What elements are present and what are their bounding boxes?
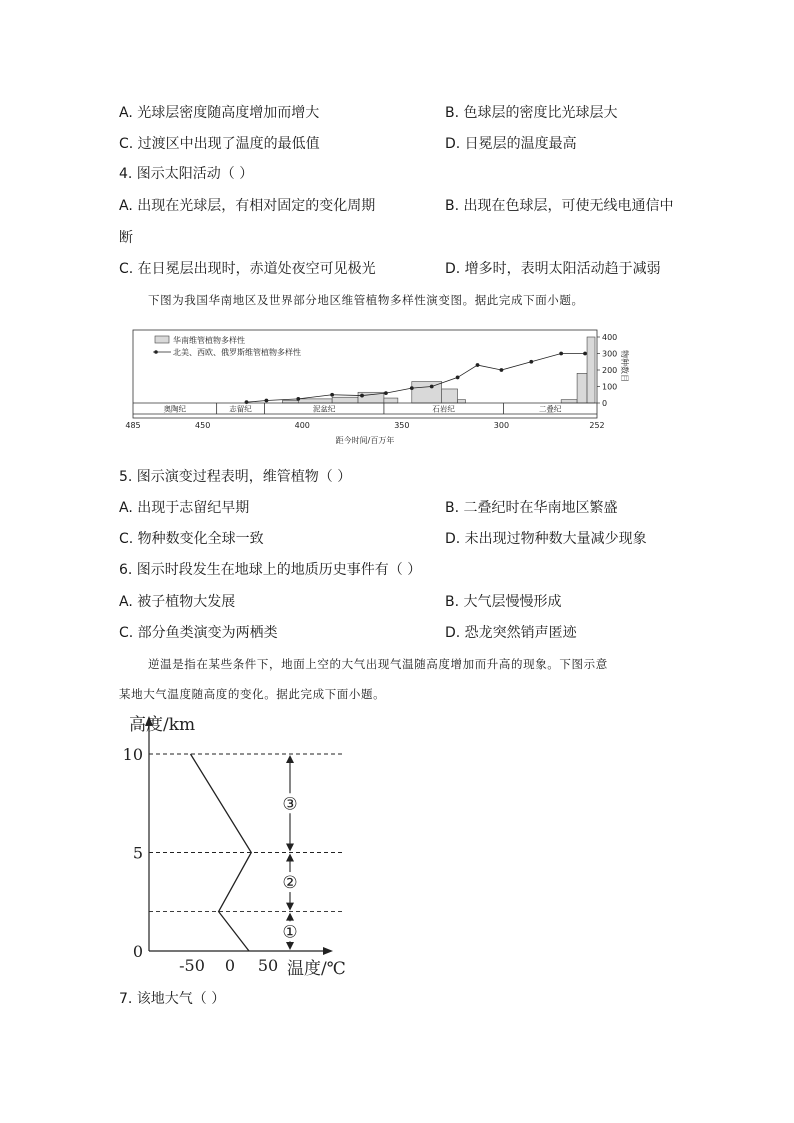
q7-stem: 7. 该地大气（ ） — [119, 991, 226, 1007]
chart1-y-tick-4: 0 — [602, 399, 608, 408]
chart2-y-tick-2: 10 — [122, 745, 143, 764]
world-diversity-point-12 — [559, 352, 563, 356]
legend-bar-swatch — [155, 336, 169, 343]
chart1-y-tick-1: 300 — [602, 349, 618, 359]
chart1-ylabel: 物种数目 — [620, 350, 629, 382]
chart2-x-tick-0: -50 — [179, 956, 205, 975]
chart2-x-tick-2: 50 — [257, 956, 279, 975]
q5-option-a: A. 出现于志留纪早期 — [119, 500, 250, 516]
chart2-y-tick-1: 5 — [132, 843, 143, 863]
q5-option-c: C. 物种数变化全球一致 — [119, 531, 264, 547]
diversity-bar-7 — [458, 400, 466, 403]
layer-label-2: ① — [282, 922, 298, 943]
chart1-y-tick-0: 400 — [602, 333, 618, 342]
diversity-bar-4 — [384, 398, 398, 403]
chart1-x-tick-4: 300 — [493, 421, 510, 430]
layer-arrow-head-top-0 — [286, 755, 294, 763]
q4-option-b: B. 出现在色球层，可使无线电通信中 — [445, 198, 674, 214]
q6-option-a: A. 被子植物大发展 — [119, 594, 236, 610]
period-label-3: 石岩纪 — [432, 404, 455, 414]
q4-option-d: D. 增多时，表明太阳活动趋于减弱 — [445, 261, 661, 277]
chart1-xlabel: 距今时间/百万年 — [335, 436, 395, 445]
world-diversity-point-3 — [330, 393, 334, 397]
world-diversity-point-8 — [456, 376, 460, 380]
world-diversity-point-1 — [265, 399, 269, 403]
q4-stem: 4. 图示太阳活动（ ） — [119, 166, 254, 182]
period-label-1: 志留纪 — [229, 404, 252, 414]
q3-option-d: D. 日冕层的温度最高 — [445, 136, 577, 152]
world-diversity-point-9 — [476, 363, 480, 367]
layer-arrow-head-bottom-0 — [286, 844, 294, 852]
q6-stem: 6. 图示时段发生在地球上的地质历史事件有（ ） — [119, 562, 422, 578]
temperature-altitude-chart — [115, 706, 375, 982]
layer-label-0: ③ — [282, 794, 298, 815]
plant-diversity-chart — [115, 328, 635, 448]
world-diversity-point-13 — [583, 352, 587, 356]
q5-option-b: B. 二叠纪时在华南地区繁盛 — [445, 500, 618, 516]
world-diversity-point-0 — [245, 400, 249, 404]
diversity-bar-8 — [561, 400, 577, 403]
legend-line-dot — [154, 350, 158, 354]
q5-stem: 5. 图示演变过程表明，维管植物（ ） — [119, 469, 352, 485]
chart1-x-tick-3: 350 — [394, 421, 410, 430]
q6-option-c: C. 部分鱼类演变为两栖类 — [119, 625, 278, 641]
period-label-2: 泥盆纪 — [312, 404, 336, 414]
intro-paragraph-2-line-1: 逆温是指在某些条件下，地面上空的大气出现气温随高度增加而升高的现象。下图示意 — [148, 657, 608, 671]
diversity-bar-2 — [332, 397, 358, 403]
q4-option-a: A. 出现在光球层，有相对固定的变化周期 — [119, 198, 376, 214]
world-diversity-point-7 — [430, 385, 434, 389]
chart2-x-tick-1: 0 — [224, 956, 236, 975]
chart2-x-arrow — [323, 947, 333, 955]
layer-arrow-head-top-2 — [286, 913, 294, 921]
intro-paragraph-1: 下图为我国华南地区及世界部分地区维管植物多样性演变图。据此完成下面小题。 — [148, 293, 584, 307]
chart1-x-tick-2: 400 — [294, 421, 310, 430]
world-diversity-point-4 — [360, 394, 364, 398]
layer-arrow-head-bottom-2 — [286, 942, 294, 950]
world-diversity-point-10 — [500, 368, 504, 372]
diversity-bar-9 — [577, 373, 587, 403]
chart1-y-tick-2: 200 — [602, 366, 618, 375]
legend-label-south-china: 华南维管植物多样性 — [173, 336, 245, 345]
period-label-0: 奥陶纪 — [163, 404, 187, 414]
period-label-4: 二叠纪 — [538, 404, 562, 414]
diversity-bar-10 — [587, 337, 595, 403]
q3-option-b: B. 色球层的密度比光球层大 — [445, 105, 618, 121]
layer-arrow-head-bottom-1 — [286, 903, 294, 911]
chart1-x-tick-5: 252 — [589, 421, 605, 430]
q5-option-d: D. 未出现过物种数大量减少现象 — [445, 531, 647, 547]
chart2-y-tick-0: 0 — [132, 942, 143, 961]
layer-label-1: ② — [282, 873, 298, 894]
intro-paragraph-2-line-2: 某地大气温度随高度的变化。据此完成下面小题。 — [119, 687, 386, 701]
diversity-bar-1 — [298, 399, 332, 403]
world-diversity-point-6 — [410, 386, 414, 390]
world-diversity-point-5 — [384, 391, 388, 395]
chart2-xlabel: 温度/℃ — [287, 959, 346, 979]
world-diversity-point-11 — [529, 360, 533, 364]
chart1-x-tick-1: 450 — [195, 421, 211, 430]
q6-option-b: B. 大气层慢慢形成 — [445, 594, 562, 610]
diversity-bar-6 — [442, 389, 458, 403]
q4-option-c: C. 在日冕层出现时，赤道处夜空可见极光 — [119, 261, 376, 277]
legend-label-world: 北美、西欧、俄罗斯维管植物多样性 — [173, 348, 301, 357]
chart1-y-tick-3: 100 — [602, 382, 618, 392]
q6-option-d: D. 恐龙突然销声匿迹 — [445, 625, 577, 641]
chart2-ylabel: 高度/km — [129, 715, 196, 735]
q3-option-c: C. 过渡区中出现了温度的最低值 — [119, 136, 320, 152]
chart1-x-tick-0: 485 — [125, 421, 141, 430]
layer-arrow-head-top-1 — [286, 854, 294, 862]
q4-option-b-continued: 断 — [119, 230, 133, 246]
world-diversity-point-2 — [296, 397, 300, 401]
q3-option-a: A. 光球层密度随高度增加而增大 — [119, 105, 320, 121]
